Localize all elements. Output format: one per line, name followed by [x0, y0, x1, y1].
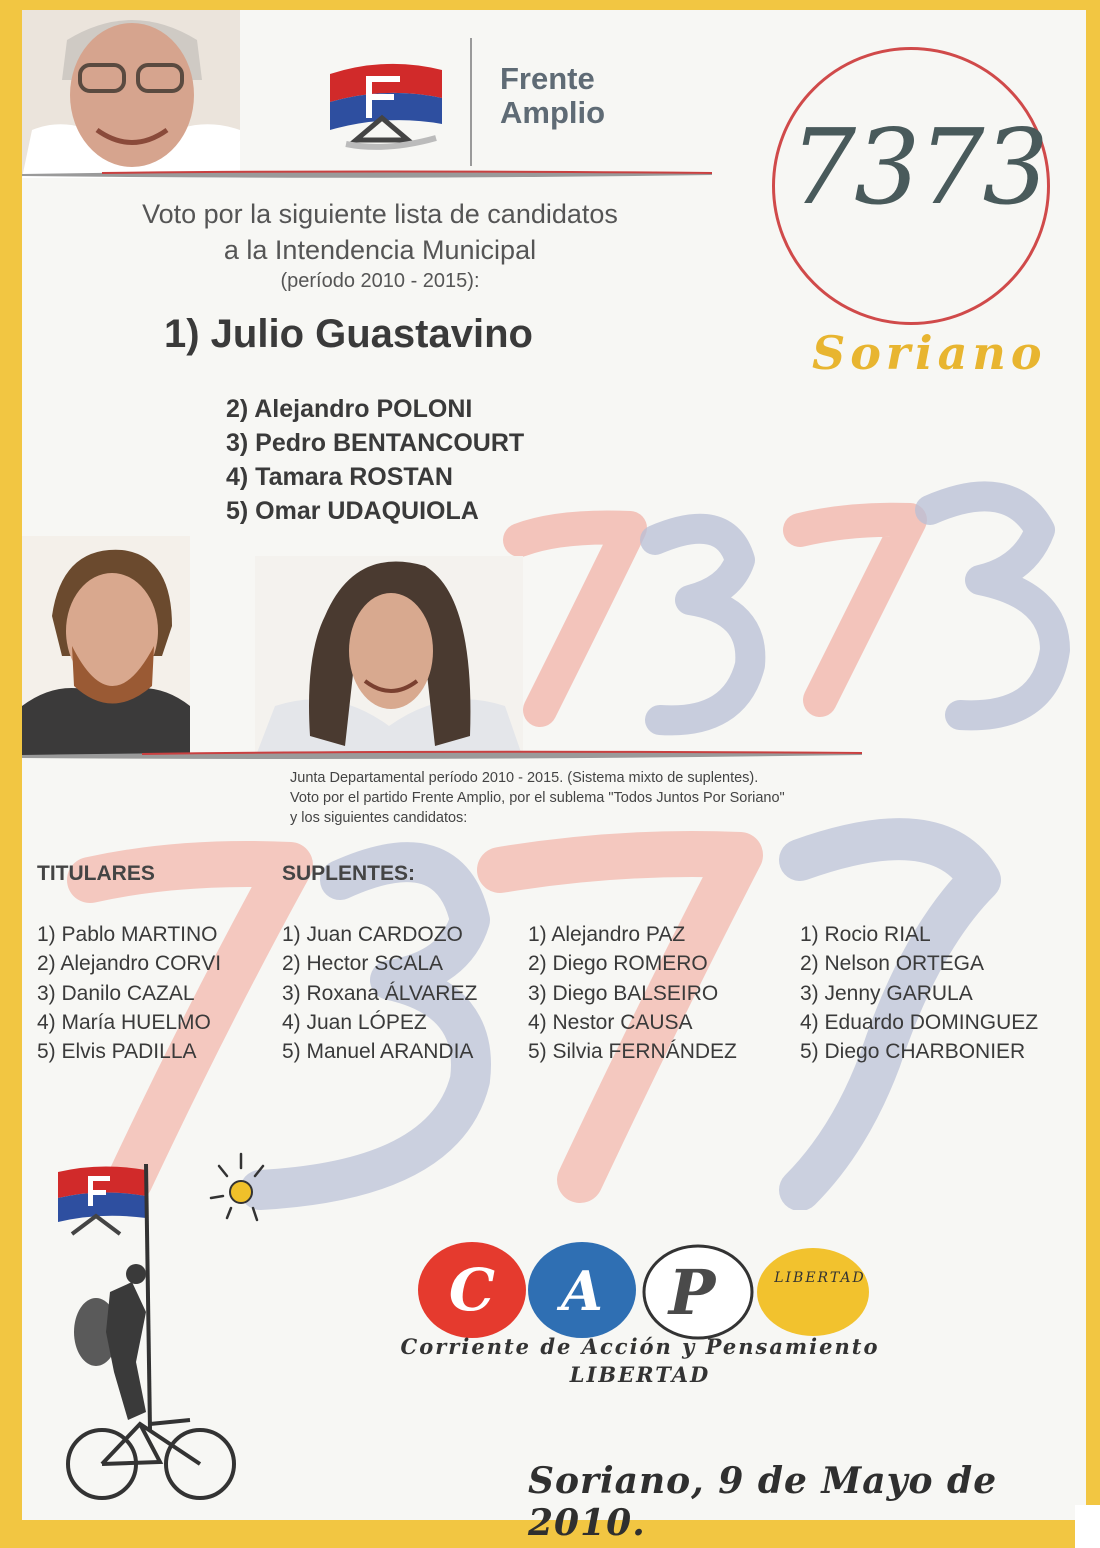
frame-right [1086, 0, 1100, 1548]
list-item: 4) Tamara ROSTAN [226, 463, 453, 491]
junta-paragraph [290, 768, 785, 828]
list-item: 4) Nestor CAUSA [528, 1010, 693, 1034]
header-rule [22, 168, 712, 180]
party-name [500, 62, 605, 130]
junta-line2: Voto por el partido Frente Amplio, por el sublema "Todos Juntos Por Soriano" [290, 790, 785, 806]
suplentes-list-1 [282, 920, 477, 1066]
titulares-list [37, 920, 221, 1066]
middle-rule [22, 749, 862, 761]
mayor-candidate: 1) Julio Guastavino [164, 312, 533, 356]
list-item: 5) Silvia FERNÁNDEZ [528, 1040, 737, 1064]
capl-letter-a: A [561, 1259, 603, 1323]
junta-line1: Junta Departamental período 2010 - 2015. (Sistema mixto de suplentes). [290, 770, 759, 786]
list-item: 2) Nelson ORTEGA [800, 952, 985, 976]
capl-name [300, 1333, 980, 1389]
junta-line3: y los siguientes candidatos: [290, 810, 468, 826]
candidate-photo-left [22, 536, 190, 758]
quixote-bicycle-icon [50, 1162, 240, 1514]
list-item: 5) Elvis PADILLA [37, 1040, 197, 1064]
suplentes-list-3 [800, 920, 1038, 1066]
list-item: 2) Hector SCALA [282, 952, 444, 976]
list-item: 2) Alejandro CORVI [37, 952, 222, 976]
capl-letter-p: P [668, 1256, 716, 1329]
capl-name-line2: LIBERTAD [569, 1362, 711, 1387]
list-item: 1) Juan CARDOZO [282, 923, 463, 946]
list-item: 5) Manuel ARANDIA [282, 1040, 474, 1064]
list-item: 5) Diego CHARBONIER [800, 1040, 1026, 1064]
capl-logo [408, 1238, 878, 1344]
intendencia-line2: a la Intendencia Municipal [223, 235, 537, 265]
list-item: 3) Diego BALSEIRO [528, 981, 719, 1005]
list-item: 1) Pablo MARTINO [37, 923, 218, 946]
intendencia-line1: Voto por la siguiente lista de candidatos [142, 199, 618, 229]
list-item: 3) Pedro BENTANCOURT [226, 429, 525, 457]
watermark-number-top [480, 470, 1100, 760]
list-number: 7373 [790, 106, 1047, 228]
department-name: Soriano [812, 326, 1047, 380]
list-item: 5) Omar UDAQUIOLA [226, 497, 479, 525]
list-item: 2) Diego ROMERO [528, 952, 708, 976]
titulares-heading: TITULARES [37, 862, 155, 885]
list-item: 3) Roxana ÁLVAREZ [282, 981, 478, 1005]
list-item: 4) Eduardo DOMINGUEZ [800, 1010, 1039, 1034]
ballot-date: Soriano, 9 de Mayo de 2010. [528, 1460, 998, 1544]
mayor-candidate-photo [22, 10, 240, 178]
alternate-candidates-list [226, 392, 524, 528]
frame-left [0, 0, 22, 1548]
capl-letter-c: C [448, 1256, 496, 1324]
capl-name-line1: Corriente de Acción y Pensamiento [400, 1334, 880, 1359]
suplentes-heading: SUPLENTES: [282, 862, 416, 885]
list-item: 1) Alejandro PAZ [528, 923, 686, 946]
frente-amplio-flag-logo [326, 52, 446, 152]
intendencia-period: (período 2010 - 2015): [280, 270, 480, 292]
list-item: 4) María HUELMO [37, 1010, 211, 1034]
list-item: 3) Jenny GARULA [800, 981, 973, 1005]
list-item: 1) Rocio RIAL [800, 923, 931, 946]
list-item: 3) Danilo CAZAL [37, 981, 195, 1005]
suplentes-list-2 [528, 920, 737, 1066]
candidate-photo-right [255, 556, 523, 758]
party-name-line2: Amplio [500, 95, 606, 130]
list-item: 2) Alejandro POLONI [226, 395, 473, 423]
logo-divider [470, 38, 472, 166]
list-item: 4) Juan LÓPEZ [282, 1010, 427, 1034]
capl-libertad-mark: LIBERTAD [774, 1270, 866, 1286]
frame-top [0, 0, 1100, 10]
party-name-line1: Frente [500, 61, 595, 96]
intendencia-header [60, 196, 700, 294]
